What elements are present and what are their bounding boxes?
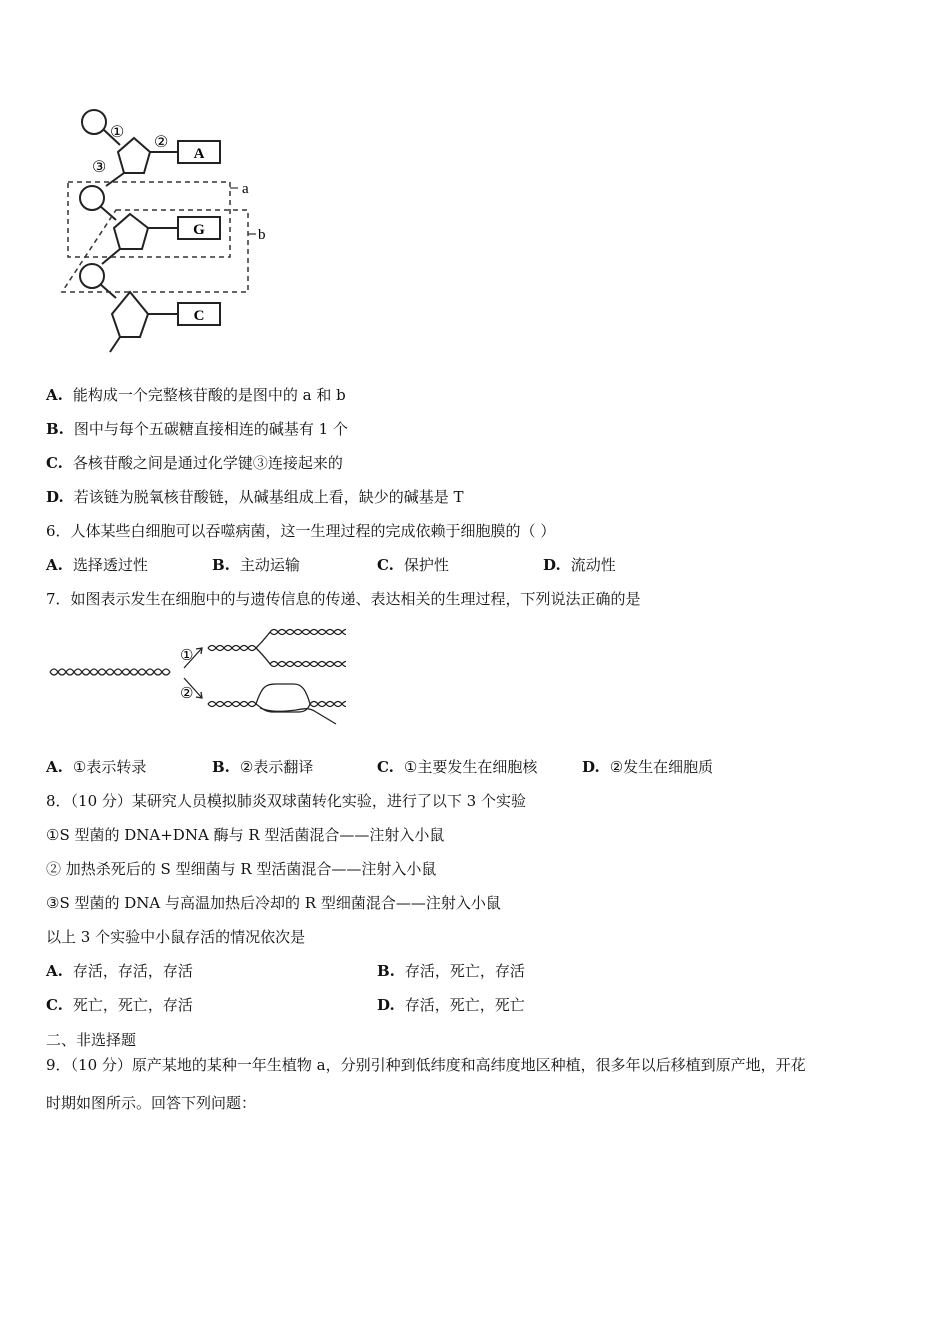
pentose-2 (114, 214, 148, 249)
q6-option-d: D. 流动性 (543, 556, 616, 574)
q8-experiment-3: ③S 型菌的 DNA 与高温加热后冷却的 R 型细菌混合——注射入小鼠 (46, 894, 501, 912)
label-n1: ① (110, 124, 125, 141)
label-n3: ③ (92, 159, 107, 176)
label-n2: ② (154, 134, 169, 151)
q7-stem: 7．如图表示发生在细胞中的与遗传信息的传递、表达相关的生理过程，下列说法正确的是 (46, 590, 641, 608)
q8-option-a: A. 存活，存活，存活 (46, 962, 193, 980)
q8-question: 以上 3 个实验中小鼠存活的情况依次是 (46, 928, 306, 946)
section-title: 二、非选择题 (46, 1031, 137, 1049)
label-a: a (242, 181, 249, 197)
pentose-1 (118, 138, 150, 173)
phosphate-1 (82, 110, 106, 134)
q7-option-c: C. ①主要发生在细胞核 (377, 758, 538, 776)
q6-option-a: A. 选择透过性 (46, 556, 148, 574)
process-label-2: ② (180, 686, 194, 702)
q8-stem: 8．（10 分）某研究人员模拟肺炎双球菌转化实验，进行了以下 3 个实验 (46, 792, 526, 810)
q5-option-d: D. 若该链为脱氧核苷酸链，从碱基组成上看，缺少的碱基是 T (46, 488, 464, 506)
q9-line-2: 时期如图所示。回答下列问题： (46, 1094, 257, 1112)
q5-option-a: A. 能构成一个完整核苷酸的是图中的 a 和 b (46, 386, 346, 404)
q7-option-d: D. ②发生在细胞质 (582, 758, 714, 776)
base-label-1: A (193, 146, 205, 162)
q5-option-b: B. 图中与每个五碳糖直接相连的碱基有 1 个 (46, 420, 348, 438)
q8-option-b: B. 存活，死亡，存活 (377, 962, 525, 980)
q7-option-b: B. ②表示翻译 (212, 758, 314, 776)
label-b: b (258, 227, 266, 243)
q8-option-c: C. 死亡，死亡，存活 (46, 996, 193, 1014)
q6-stem: 6．人体某些白细胞可以吞噬病菌，这一生理过程的完成依赖于细胞膜的（ ） (46, 522, 556, 540)
pentose-3 (112, 292, 148, 337)
q5-option-c: C. 各核苷酸之间是通过化学键③连接起来的 (46, 454, 343, 472)
q8-option-d: D. 存活，死亡，死亡 (377, 996, 525, 1014)
q6-option-b: B. 主动运输 (212, 556, 300, 574)
base-label-2: G (193, 222, 205, 238)
base-label-3: C (193, 308, 205, 324)
process-label-1: ① (180, 648, 194, 664)
replication-transcription-figure (46, 620, 346, 730)
q7-option-a: A. ①表示转录 (46, 758, 147, 776)
q8-experiment-2: ② 加热杀死后的 S 型细菌与 R 型活菌混合——注射入小鼠 (46, 860, 437, 878)
q8-experiment-1: ①S 型菌的 DNA+DNA 酶与 R 型活菌混合——注射入小鼠 (46, 826, 445, 844)
dashed-box-a (68, 182, 230, 257)
q6-option-c: C. 保护性 (377, 556, 449, 574)
nucleotide-chain-figure (50, 100, 280, 360)
q9-line-1: 9．（10 分）原产某地的某种一年生植物 a，分别引种到低纬度和高纬度地区种植，很多年以后移植到原产地，开花 (46, 1056, 806, 1074)
